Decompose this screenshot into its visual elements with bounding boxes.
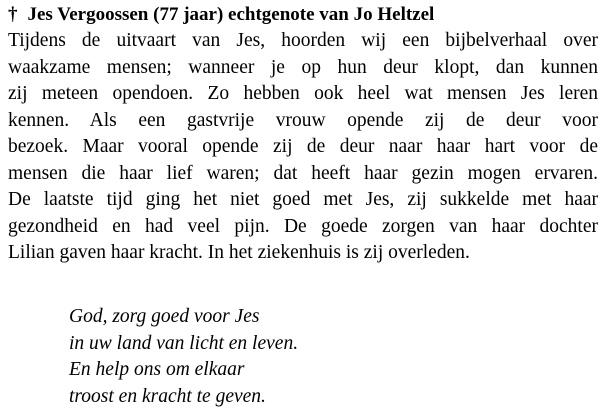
poem-line: God, zorg goed voor Jes bbox=[69, 306, 260, 327]
obituary-paragraph bbox=[8, 28, 598, 267]
paragraph-line: kennen. Als een gastvrije vrouw opende zij de deur voor bbox=[8, 109, 598, 131]
paragraph-line: bezoek. Maar vooral opende zij de deur naar haar hart voor de bbox=[8, 136, 598, 157]
poem-line: in uw land van licht en leven. bbox=[69, 332, 299, 354]
obituary-heading bbox=[8, 3, 434, 27]
paragraph-line: zij meteen opendoen. Zo hebben ook heel wat mensen Jes leren bbox=[8, 83, 598, 104]
paragraph-line: De laatste tijd ging het niet goed met Jes, zij sukkelde met haar bbox=[8, 189, 598, 210]
poem-verse bbox=[69, 304, 298, 410]
paragraph-line: waakzame mensen; wanneer je op hun deur klopt, dan kunnen bbox=[8, 56, 598, 78]
cross-symbol: † bbox=[8, 4, 18, 25]
paragraph-line: Tijdens de uitvaart van Jes, hoorden wij een bijbelverhaal over bbox=[8, 30, 598, 51]
paragraph-line: gezondheid en had veel pijn. De goede zorgen van haar dochter bbox=[8, 215, 598, 237]
heading-title: Jes Vergoossen (77 jaar) echtgenote van Jo Heltzel bbox=[27, 4, 435, 25]
paragraph-line: Lilian gaven haar kracht. In het ziekenhuis is zij overleden. bbox=[8, 242, 470, 263]
poem-line: troost en kracht te geven. bbox=[69, 385, 266, 407]
paragraph-line: mensen die haar lief waren; dat heeft haar gezin mogen ervaren. bbox=[8, 162, 598, 184]
poem-line: En help ons om elkaar bbox=[69, 359, 245, 380]
